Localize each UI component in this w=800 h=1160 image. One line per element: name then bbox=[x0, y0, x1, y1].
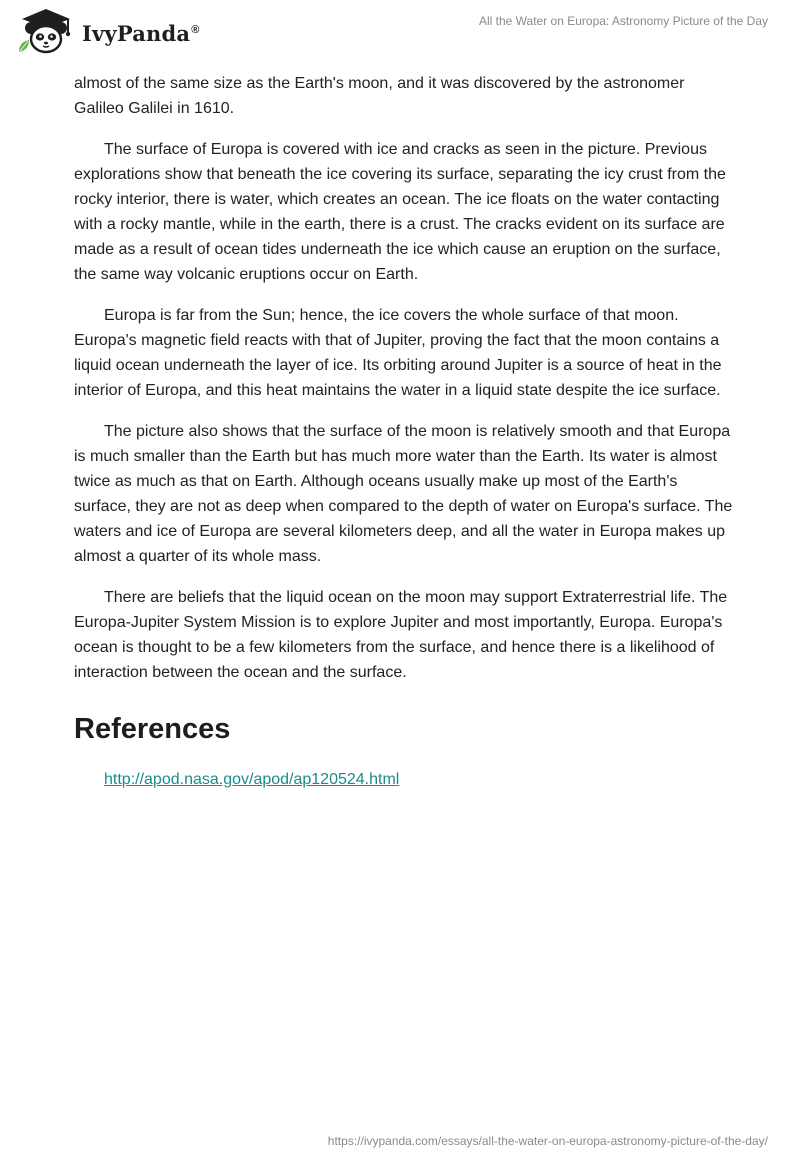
references-heading: References bbox=[74, 713, 231, 745]
document-title: All the Water on Europa: Astronomy Picture of the Day bbox=[478, 14, 768, 28]
essay-content bbox=[74, 71, 734, 792]
reference-item bbox=[104, 767, 734, 792]
paragraph: There are beliefs that the liquid ocean on the moon may support Extraterrestrial life. The Europa-Jupiter System Mission is to explore Jupiter and most importantly, Europa. Europa's ocean is thought to be a few kilometers from the surface, and hence there is a likelihood of interaction between the ocean and the surface. bbox=[74, 589, 728, 681]
paragraph: The surface of Europa is covered with ice and cracks as seen in the picture. Previous explorations show that beneath the ice covering its surface, separating the icy crust from the rocky interior, there is water, which creates an ocean. The ice floats on the water contacting with a rocky mantle, while in the earth, there is a crust. The cracks evident on its surface are made as a result of ocean tides underneath the ice which cause an eruption on the surface, the same way volcanic eruptions occur on Earth. bbox=[74, 141, 726, 283]
footer-url: https://ivypanda.com/essays/all-the-water-on-europa-astronomy-picture-of-the-day/ bbox=[327, 1134, 768, 1148]
paragraph-continued: almost of the same size as the Earth's moon, and it was discovered by the astronomer Galileo Galilei in 1610. bbox=[74, 75, 685, 117]
page-header bbox=[0, 0, 800, 62]
registered-mark: ® bbox=[191, 23, 200, 36]
panda-logo-icon bbox=[16, 6, 76, 56]
paragraph: The picture also shows that the surface of the moon is relatively smooth and that Europa is much smaller than the Earth but has much more water than the Earth. Its water is almost twice as much as that on Earth. Although oceans usually make up most of the Earth's surface, they are not as deep when compared to the depth of water on Europa's surface. The waters and ice of Europa are several kilometers deep, and all the water in Europa makes up almost a quarter of its whole mass. bbox=[74, 423, 733, 565]
brand-name: IvyPanda® bbox=[82, 20, 200, 46]
logo[interactable] bbox=[16, 6, 200, 56]
references-list bbox=[104, 767, 734, 792]
reference-link[interactable]: http://apod.nasa.gov/apod/ap120524.html bbox=[104, 771, 400, 788]
paragraph: Europa is far from the Sun; hence, the ice covers the whole surface of that moon. Europa's magnetic field reacts with that of Jupiter, proving the fact that the moon contains a liquid ocean underneath the layer of ice. Its orbiting around Jupiter is a source of heat in the interior of Europa, and this heat maintains the water in a liquid state despite the ice surface. bbox=[74, 307, 722, 399]
